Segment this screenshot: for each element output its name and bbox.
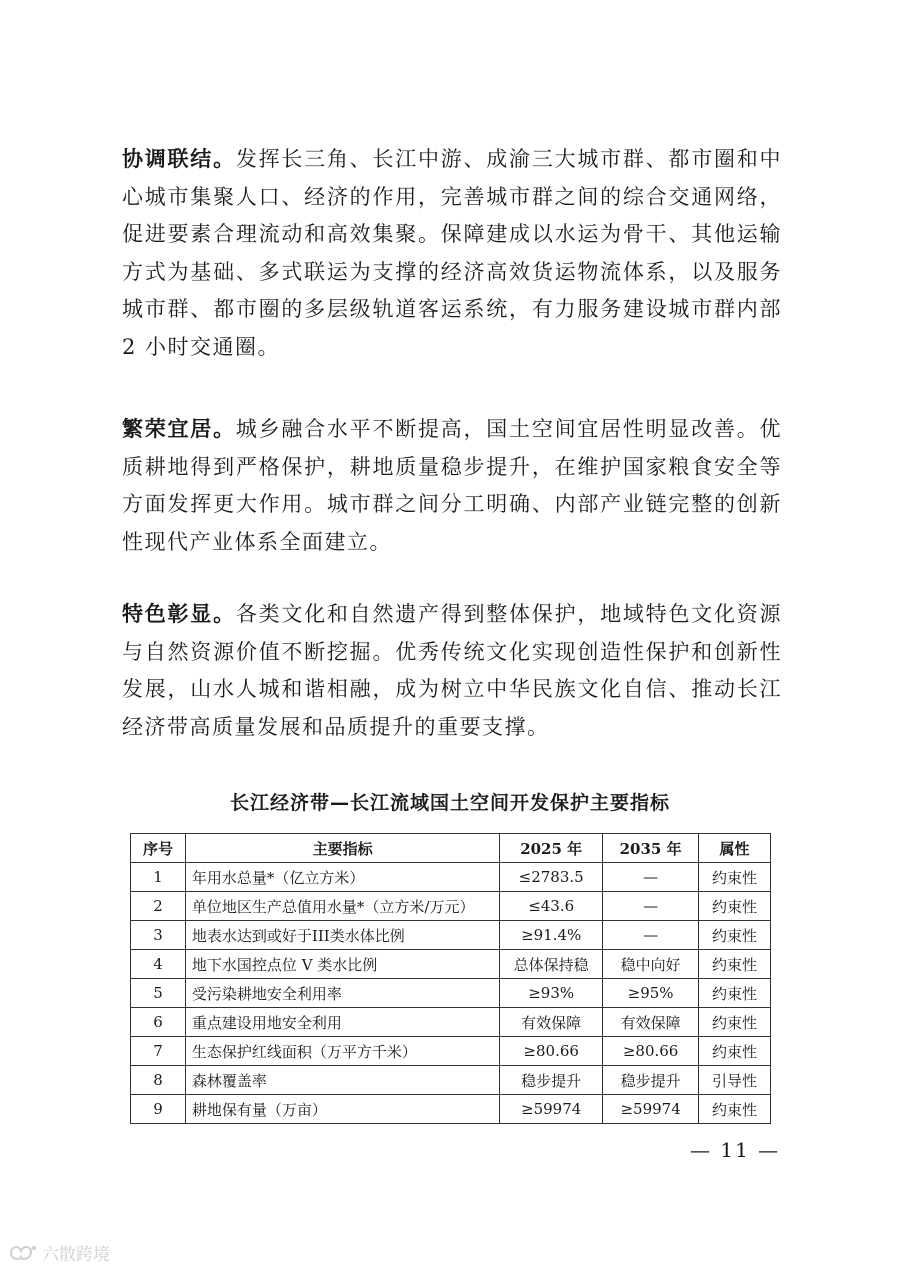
cell-index: 9 bbox=[131, 1095, 186, 1124]
cell-attribute: 约束性 bbox=[699, 863, 771, 892]
cell-attribute: 约束性 bbox=[699, 1008, 771, 1037]
indicators-table bbox=[130, 833, 771, 1124]
cell-attribute: 约束性 bbox=[699, 950, 771, 979]
cell-2035: 有效保障 bbox=[603, 1008, 699, 1037]
cell-2025: ≥93% bbox=[500, 979, 603, 1008]
table-row bbox=[131, 950, 771, 979]
cell-2025: ≤2783.5 bbox=[500, 863, 603, 892]
paragraph-lead: 繁荣宜居。 bbox=[122, 417, 236, 441]
header-indicator: 主要指标 bbox=[185, 834, 499, 863]
table-header-row bbox=[131, 834, 771, 863]
header-index: 序号 bbox=[131, 834, 186, 863]
cell-indicator: 地下水国控点位 V 类水比例 bbox=[185, 950, 499, 979]
cell-attribute: 约束性 bbox=[699, 921, 771, 950]
cell-2025: 总体保持稳 bbox=[500, 950, 603, 979]
cell-attribute: 约束性 bbox=[699, 892, 771, 921]
cell-index: 1 bbox=[131, 863, 186, 892]
page-number: — 11 — bbox=[690, 1138, 781, 1162]
table-row bbox=[131, 1066, 771, 1095]
cell-indicator: 受污染耕地安全利用率 bbox=[185, 979, 499, 1008]
paragraph-coordination bbox=[122, 141, 782, 366]
table-row bbox=[131, 1008, 771, 1037]
cell-2025: ≤43.6 bbox=[500, 892, 603, 921]
table-row bbox=[131, 863, 771, 892]
cell-2035: 稳中向好 bbox=[603, 950, 699, 979]
cell-attribute: 约束性 bbox=[699, 1037, 771, 1066]
paragraph-lead: 特色彰显。 bbox=[122, 602, 236, 626]
cell-2025: ≥91.4% bbox=[500, 921, 603, 950]
watermark bbox=[8, 1240, 110, 1265]
watermark-logo-icon bbox=[8, 1242, 38, 1264]
cell-2035: — bbox=[603, 921, 699, 950]
cell-2035: ≥95% bbox=[603, 979, 699, 1008]
cell-2035: — bbox=[603, 892, 699, 921]
cell-index: 8 bbox=[131, 1066, 186, 1095]
table-title: 长江经济带—长江流域国土空间开发保护主要指标 bbox=[229, 792, 670, 814]
cell-attribute: 约束性 bbox=[699, 1095, 771, 1124]
cell-2025: 稳步提升 bbox=[500, 1066, 603, 1095]
cell-indicator: 年用水总量*（亿立方米） bbox=[185, 863, 499, 892]
cell-indicator: 森林覆盖率 bbox=[185, 1066, 499, 1095]
cell-2035: ≥59974 bbox=[603, 1095, 699, 1124]
cell-2035: 稳步提升 bbox=[603, 1066, 699, 1095]
header-attribute: 属性 bbox=[699, 834, 771, 863]
table-row bbox=[131, 892, 771, 921]
watermark-text: 六散跨境 bbox=[42, 1245, 110, 1265]
paragraph-lead: 协调联结。 bbox=[122, 147, 236, 171]
paragraph-characteristics bbox=[122, 596, 782, 746]
table-row bbox=[131, 1037, 771, 1066]
cell-attribute: 引导性 bbox=[699, 1066, 771, 1095]
cell-2025: ≥59974 bbox=[500, 1095, 603, 1124]
cell-index: 6 bbox=[131, 1008, 186, 1037]
paragraph-body: 各类文化和自然遗产得到整体保护，地域特色文化资源与自然资源价值不断挖掘。优秀传统文化实现创造性保护和创新性发展，山水人城和谐相融，成为树立中华民族文化自信、推动长江经济带高质量发展和品质提升的重要支撑。 bbox=[122, 602, 783, 739]
table-row bbox=[131, 1095, 771, 1124]
cell-indicator: 重点建设用地安全利用 bbox=[185, 1008, 499, 1037]
cell-indicator: 耕地保有量（万亩） bbox=[185, 1095, 499, 1124]
table-row bbox=[131, 979, 771, 1008]
header-2025: 2025 年 bbox=[500, 834, 603, 863]
paragraph-body: 城乡融合水平不断提高，国土空间宜居性明显改善。优质耕地得到严格保护，耕地质量稳步提升，在维护国家粮食安全等方面发挥更大作用。城市群之间分工明确、内部产业链完整的创新性现代产业体系全面建立。 bbox=[122, 417, 783, 554]
cell-index: 7 bbox=[131, 1037, 186, 1066]
cell-2025: 有效保障 bbox=[500, 1008, 603, 1037]
cell-2035: ≥80.66 bbox=[603, 1037, 699, 1066]
cell-2035: — bbox=[603, 863, 699, 892]
cell-2025: ≥80.66 bbox=[500, 1037, 603, 1066]
cell-index: 3 bbox=[131, 921, 186, 950]
cell-index: 5 bbox=[131, 979, 186, 1008]
paragraph-body: 发挥长三角、长江中游、成渝三大城市群、都市圈和中心城市集聚人口、经济的作用，完善城市群之间的综合交通网络，促进要素合理流动和高效集聚。保障建成以水运为骨干、其他运输方式为基础、多式联运为支撑的经济高效货运物流体系，以及服务城市群、都市圈的多层级轨道客运系统，有力服务建设城市群内部 2 小时交通圈。 bbox=[122, 147, 783, 359]
header-2035: 2035 年 bbox=[603, 834, 699, 863]
cell-indicator: 生态保护红线面积（万平方千米） bbox=[185, 1037, 499, 1066]
cell-index: 4 bbox=[131, 950, 186, 979]
paragraph-livability bbox=[122, 411, 782, 561]
table-row bbox=[131, 921, 771, 950]
cell-indicator: 单位地区生产总值用水量*（立方米/万元） bbox=[185, 892, 499, 921]
cell-index: 2 bbox=[131, 892, 186, 921]
cell-attribute: 约束性 bbox=[699, 979, 771, 1008]
cell-indicator: 地表水达到或好于III类水体比例 bbox=[185, 921, 499, 950]
